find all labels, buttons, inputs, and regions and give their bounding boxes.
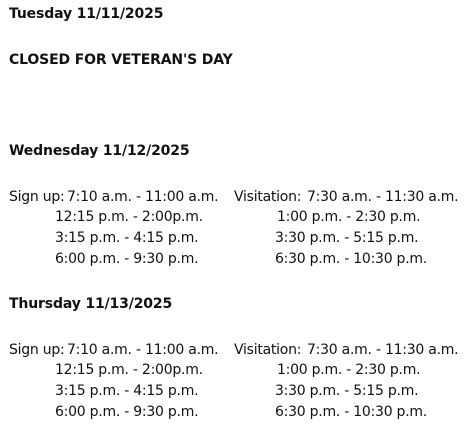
signup-time: 6:00 p.m. - 9:30 p.m. xyxy=(55,404,199,420)
visitation-label: Visitation: xyxy=(234,342,302,358)
signup-label: Sign up: xyxy=(9,189,65,205)
signup-time: 3:15 p.m. - 4:15 p.m. xyxy=(55,383,199,399)
visitation-time: 1:00 p.m. - 2:30 p.m. xyxy=(277,209,421,225)
visitation-time: 1:00 p.m. - 2:30 p.m. xyxy=(277,362,421,378)
visitation-time: 7:30 a.m. - 11:30 a.m. xyxy=(307,189,459,205)
signup-time: 7:10 a.m. - 11:00 a.m. xyxy=(67,189,219,205)
signup-time: 7:10 a.m. - 11:00 a.m. xyxy=(67,342,219,358)
closed-notice: CLOSED FOR VETERAN'S DAY xyxy=(9,52,233,68)
visitation-time: 3:30 p.m. - 5:15 p.m. xyxy=(275,230,419,246)
visitation-label: Visitation: xyxy=(234,189,302,205)
day-heading-wednesday: Wednesday 11/12/2025 xyxy=(9,143,190,159)
visitation-time: 7:30 a.m. - 11:30 a.m. xyxy=(307,342,459,358)
signup-time: 6:00 p.m. - 9:30 p.m. xyxy=(55,251,199,267)
signup-time: 12:15 p.m. - 2:00p.m. xyxy=(55,209,203,225)
visitation-time: 6:30 p.m. - 10:30 p.m. xyxy=(275,404,427,420)
visitation-time: 6:30 p.m. - 10:30 p.m. xyxy=(275,251,427,267)
day-heading-thursday: Thursday 11/13/2025 xyxy=(9,296,173,312)
day-heading-tuesday: Tuesday 11/11/2025 xyxy=(9,6,164,22)
signup-time: 3:15 p.m. - 4:15 p.m. xyxy=(55,230,199,246)
visitation-time: 3:30 p.m. - 5:15 p.m. xyxy=(275,383,419,399)
signup-label: Sign up: xyxy=(9,342,65,358)
signup-time: 12:15 p.m. - 2:00p.m. xyxy=(55,362,203,378)
